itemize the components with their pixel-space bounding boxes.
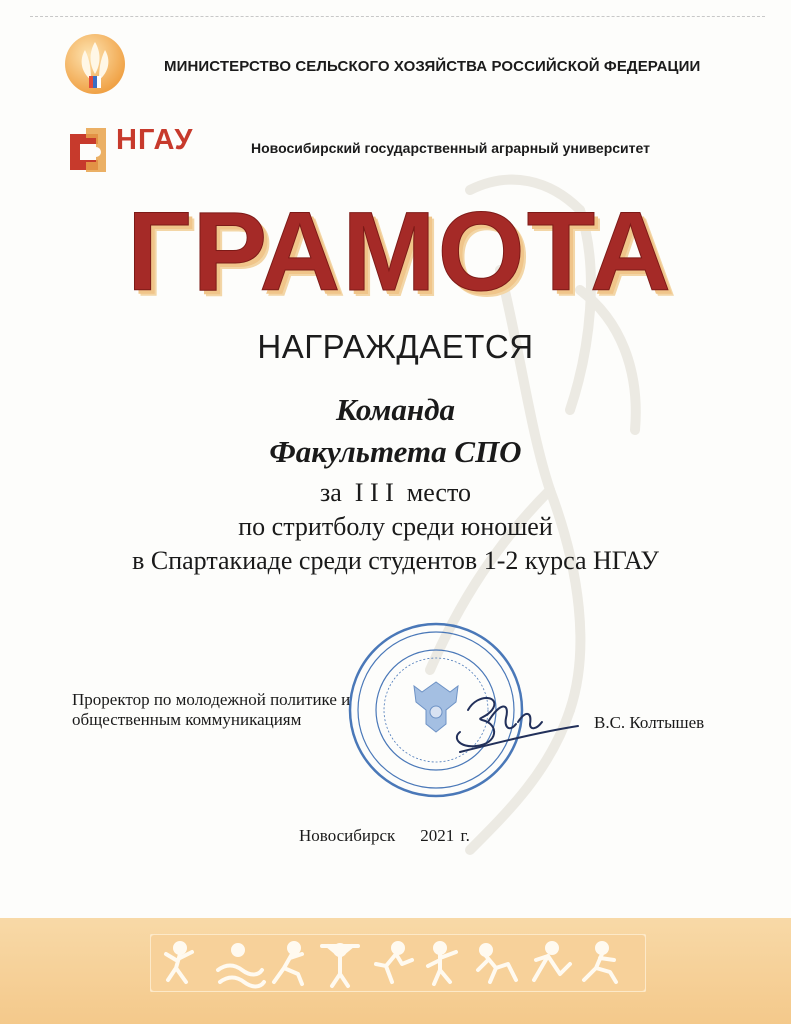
reason-sport: по стритболу среди юношей xyxy=(238,512,553,541)
ministry-emblem-icon xyxy=(63,32,127,96)
reason-place: за I I I место xyxy=(320,478,471,507)
signer-title xyxy=(72,690,412,730)
signature xyxy=(420,682,580,762)
ngau-logo-text: НГАУ xyxy=(116,124,194,156)
awarded-label: НАГРАЖДАЕТСЯ xyxy=(257,328,534,365)
recipient-line-2: Факультета СПО xyxy=(269,434,522,469)
signer-title-line-2: общественным коммуникациям xyxy=(72,710,302,729)
university-name: Новосибирский государственный аграрный университет xyxy=(251,140,650,156)
recipient-line-1: Команда xyxy=(336,392,455,427)
certificate-title: ГРАМОТА xyxy=(127,189,673,314)
signer-name: В.С. Колтышев xyxy=(594,713,705,732)
signer-title-line-1: Проректор по молодежной политике и xyxy=(72,690,351,709)
ministry-name: МИНИСТЕРСТВО СЕЛЬСКОГО ХОЗЯЙСТВА РОССИЙСКОЙ ФЕДЕРАЦИИ xyxy=(164,58,701,75)
reason-event: в Спартакиаде среди студентов 1-2 курса НГАУ xyxy=(132,546,659,575)
place-date: Новосибирск 2021 г. xyxy=(299,826,470,845)
sports-pictograms-icon xyxy=(150,934,646,992)
top-dashed-line xyxy=(30,16,765,17)
